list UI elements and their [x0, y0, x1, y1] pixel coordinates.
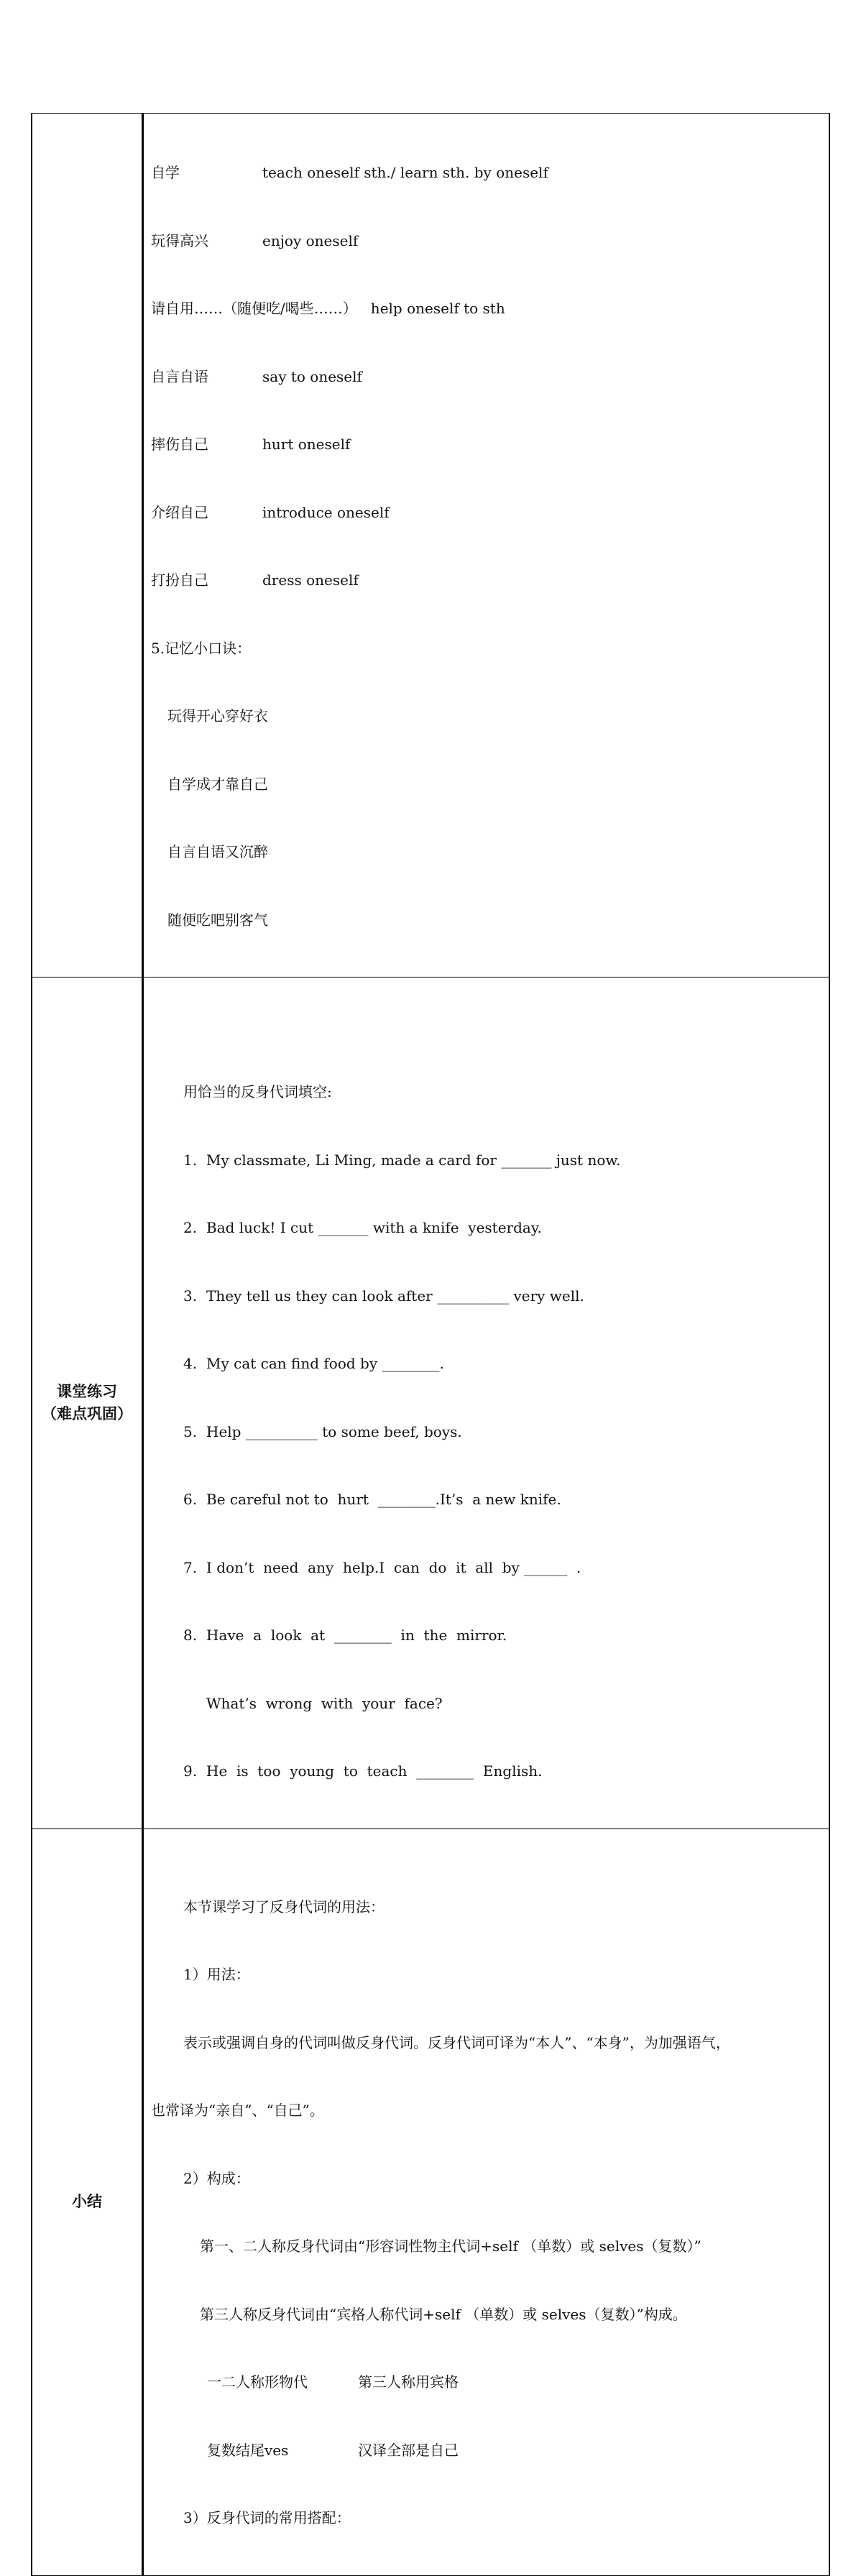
exercise-number: 6.: [183, 1491, 198, 1508]
usage-title: 1）用法：: [183, 1966, 250, 1983]
exercise-item: [183, 1557, 829, 1580]
exercise-list: [144, 978, 829, 1828]
mnemonic-title: 5.记忆小口诀：: [151, 639, 252, 657]
exercise-text: He is too young to teach ________ English.: [206, 1762, 543, 1780]
content-cell: [143, 114, 830, 978]
exercise-number: 3.: [183, 1287, 198, 1305]
mnemonic-line: 自学成才靠自己: [167, 775, 268, 793]
exercise-text: Have a look at ________ in the mirror.: [206, 1627, 507, 1644]
mnemonic-line: 随便吃吧别客气: [167, 911, 268, 929]
exercise-item: [183, 1624, 829, 1647]
phrase-row: [151, 569, 829, 592]
phrase-en: teach oneself sth./ learn sth. by oneself: [262, 164, 548, 181]
phrase-row: [151, 230, 829, 253]
phrase-cn: 自言自语: [151, 367, 208, 385]
usage-text: 表示或强调自身的代词叫做反身代词。反身代词可译为“本人”、“本身”，为加强语气，: [183, 2033, 730, 2051]
exercise-item: [183, 1217, 829, 1240]
phrase-cn: 自学: [151, 164, 180, 181]
summary-body: [144, 1829, 829, 2575]
phrase-cn: 介绍自己: [151, 503, 208, 521]
rhyme-row: [151, 2371, 829, 2394]
exercise-number: 8.: [183, 1627, 198, 1644]
phrase-cn: 打扮自己: [151, 571, 208, 589]
exercise-item: [183, 1760, 829, 1783]
exercise-item: [183, 1285, 829, 1308]
exercise-instruction: 用恰当的反身代词填空:: [183, 1083, 332, 1100]
table-row: [32, 1828, 829, 2575]
exercise-number: 2.: [183, 1219, 198, 1236]
summary-intro: 本节课学习了反身代词的用法：: [183, 1898, 385, 1915]
exercise-text: They tell us they can look after __________ very well.: [206, 1287, 584, 1305]
formation-line: 第一、二人称反身代词由“形容词性物主代词+self （单数）或 selves（复数）”: [200, 2237, 701, 2255]
formation-title: 2）构成：: [183, 2169, 250, 2187]
exercise-continuation: What’s wrong with your face?: [206, 1694, 443, 1712]
help-oneself-line: 请自用……（随便吃/喝些……） help oneself to sth: [151, 300, 505, 317]
phrase-row: [151, 502, 829, 525]
phrase-en: enjoy oneself: [262, 231, 359, 249]
lesson-table: [31, 113, 830, 2576]
rhyme-line: 第三人称用宾格: [358, 2373, 459, 2391]
exercise-text: My cat can find food by ________.: [206, 1355, 444, 1372]
row-label-line: （难点巩固）: [42, 1404, 132, 1422]
phrase-row: [151, 162, 829, 185]
formation-line: 第三人称反身代词由“宾格人称代词+self （单数）或 selves（复数）”构成。: [200, 2305, 687, 2323]
row-label-line: 课堂练习: [57, 1382, 117, 1400]
exercise-item: [183, 1421, 829, 1444]
phrase-cn: 玩得高兴: [151, 231, 208, 249]
exercise-text: Bad luck! I cut _______ with a knife yesterday.: [206, 1219, 542, 1236]
exercise-text: Be careful not to hurt ________.It’s a new knife.: [206, 1491, 561, 1508]
exercise-item: [183, 1489, 829, 1512]
exercise-text: My classmate, Li Ming, made a card for _______ just now.: [206, 1151, 621, 1169]
table-row: [32, 978, 829, 1829]
content-cell: [143, 1828, 830, 2575]
exercise-text: Help __________ to some beef, boys.: [206, 1422, 462, 1440]
exercise-number: 4.: [183, 1355, 198, 1372]
phrase-en: hurt oneself: [262, 436, 351, 453]
usage-text-cont: 也常译为“亲自”、“自己”。: [151, 2102, 324, 2119]
phrase-en: say to oneself: [262, 367, 362, 385]
exercise-number: 7.: [183, 1558, 198, 1576]
phrase-cn: 摔伤自己: [151, 436, 208, 453]
phrase-row: [151, 433, 829, 456]
phrase-en: introduce oneself: [262, 503, 390, 521]
rhyme-line: 汉译全部是自己: [358, 2441, 459, 2459]
phrase-en: dress oneself: [262, 571, 359, 589]
row-label-line: 小结: [72, 2193, 102, 2210]
content-cell: [143, 978, 830, 1829]
exercise-number: 1.: [183, 1151, 198, 1169]
exercise-number: 5.: [183, 1422, 198, 1440]
row-label-practice: [32, 978, 143, 1829]
phrase-row: [151, 366, 829, 389]
phrase-list: [144, 114, 829, 977]
table-row: [32, 114, 829, 978]
mnemonic-line: 玩得开心穿好衣: [167, 707, 268, 724]
exercise-number: 9.: [183, 1762, 198, 1780]
exercise-item: [183, 1353, 829, 1376]
exercise-item: [183, 1149, 829, 1172]
rhyme-row: [151, 2439, 829, 2462]
rhyme-line: 复数结尾ves: [207, 2441, 289, 2459]
collocation-title: 3）反身代词的常用搭配：: [183, 2509, 351, 2526]
mnemonic-line: 自言自语又沉醉: [167, 843, 268, 860]
row-label-empty: [32, 114, 143, 978]
exercise-text: I don’t need any help.I can do it all by ______ .: [206, 1558, 581, 1576]
row-label-summary: [32, 1828, 143, 2575]
rhyme-line: 一二人称形物代: [207, 2373, 308, 2391]
